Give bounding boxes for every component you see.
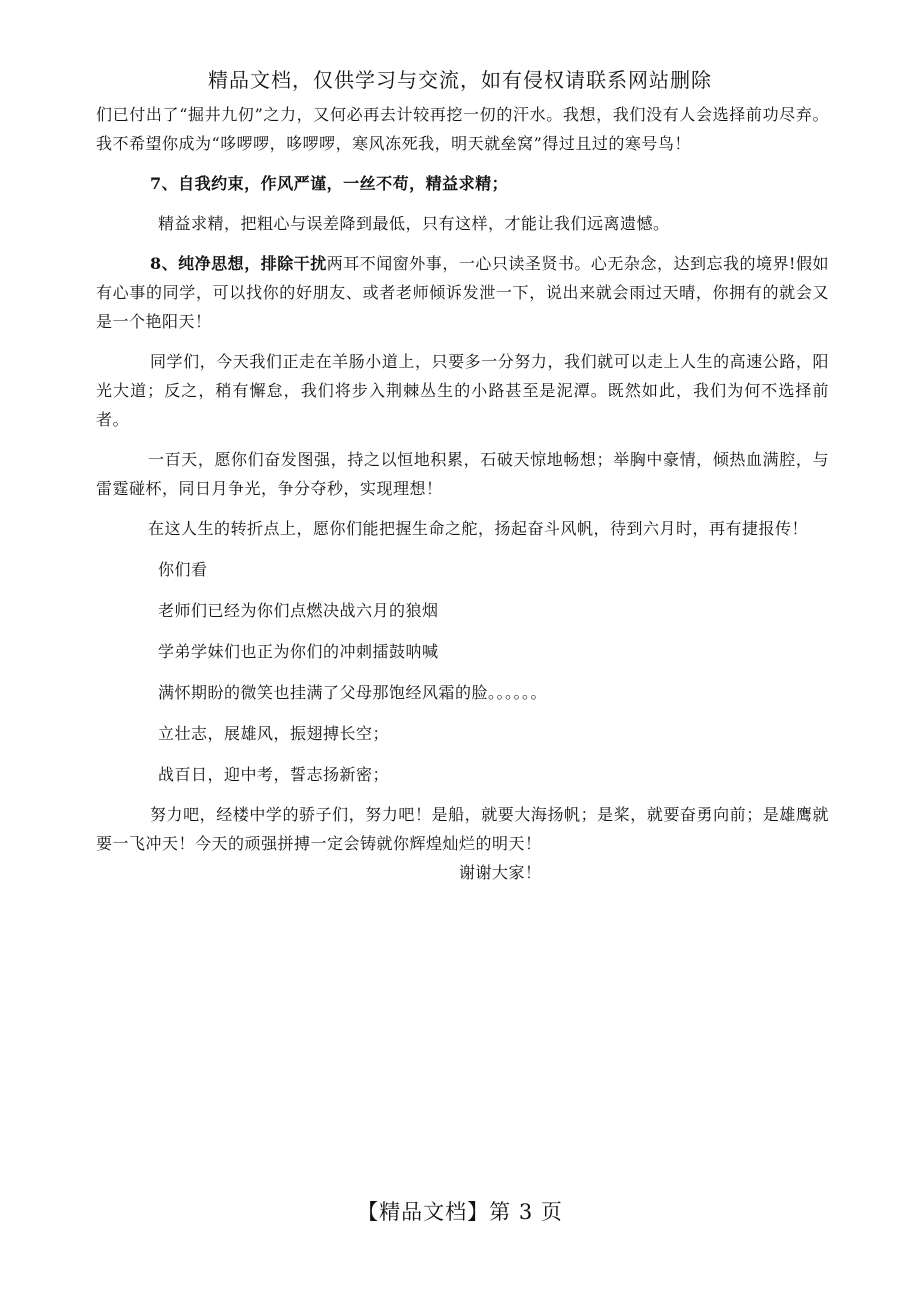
paragraph-10: 一百天，愿你们奋发图强，持之以恒地积累，石破天惊地畅想；举胸中豪情，倾热血满腔，与雷霆碰杯，同日月争光，争分夺秒，实现理想！ xyxy=(96,450,829,498)
paragraph-continuation: 们已付出了“掘井九仞”之力，又何必再去计较再挖一仞的汗水。我想，我们没有人会选择前功尽弃。我不希望你成为“哆啰啰，哆啰啰，寒风冻死我，明天就垒窝”得过且过的寒号鸟！ xyxy=(96,105,829,153)
verse-line: 战百日，迎中考，誓志扬新密； xyxy=(158,765,390,784)
paragraph-8-text: 两耳不闻窗外事，一心只读圣贤书。心无杂念，达到忘我的境界!假如有心事的同学，可以找你的好朋友、或者老师倾诉发泄一下，说出来就会雨过天晴，你拥有的就会又是一个艳阳天！ xyxy=(96,254,829,331)
section-heading-8: 8、纯净思想，排除干扰 xyxy=(150,254,327,273)
verse-line: 学弟学妹们也正为你们的冲刺擂鼓呐喊 xyxy=(158,642,439,661)
paragraph-12: 努力吧，经楼中学的骄子们，努力吧！是船，就要大海扬帆；是桨，就要奋勇向前；是雄鹰就要一飞冲天！今天的顽强拼搏一定会铸就你辉煌灿烂的明天！ xyxy=(96,805,829,853)
verse-line: 你们看 xyxy=(158,560,208,579)
paragraph-8 xyxy=(96,249,829,336)
verse-line: 满怀期盼的微笑也挂满了父母那饱经风霜的脸。。。。。。 xyxy=(158,683,548,702)
verse-line: 老师们已经为你们点燃决战六月的狼烟 xyxy=(158,601,439,620)
verse-line: 立壮志，展雄风，振翅搏长空； xyxy=(158,724,390,743)
document-body xyxy=(96,100,829,887)
closing-line: 谢谢大家！ xyxy=(459,863,542,882)
page-footer: 【精品文档】第 3 页 xyxy=(357,1200,563,1224)
paragraph-9: 同学们，今天我们正走在羊肠小道上，只要多一分努力，我们就可以走上人生的高速公路，阳光大道；反之，稍有懈怠，我们将步入荆棘丛生的小路甚至是泥潭。既然如此，我们为何不选择前者。 xyxy=(96,352,829,429)
page-header: 精品文档，仅供学习与交流，如有侵权请联系网站删除 xyxy=(208,68,712,92)
section-heading-7: 7、自我约束，作风严谨，一丝不苟，精益求精； xyxy=(150,174,509,193)
paragraph-11: 在这人生的转折点上，愿你们能把握生命之舵，扬起奋斗风帆，待到六月时，再有捷报传！ xyxy=(148,519,809,538)
paragraph-7: 精益求精，把粗心与误差降到最低，只有这样，才能让我们远离遗憾。 xyxy=(158,214,670,233)
